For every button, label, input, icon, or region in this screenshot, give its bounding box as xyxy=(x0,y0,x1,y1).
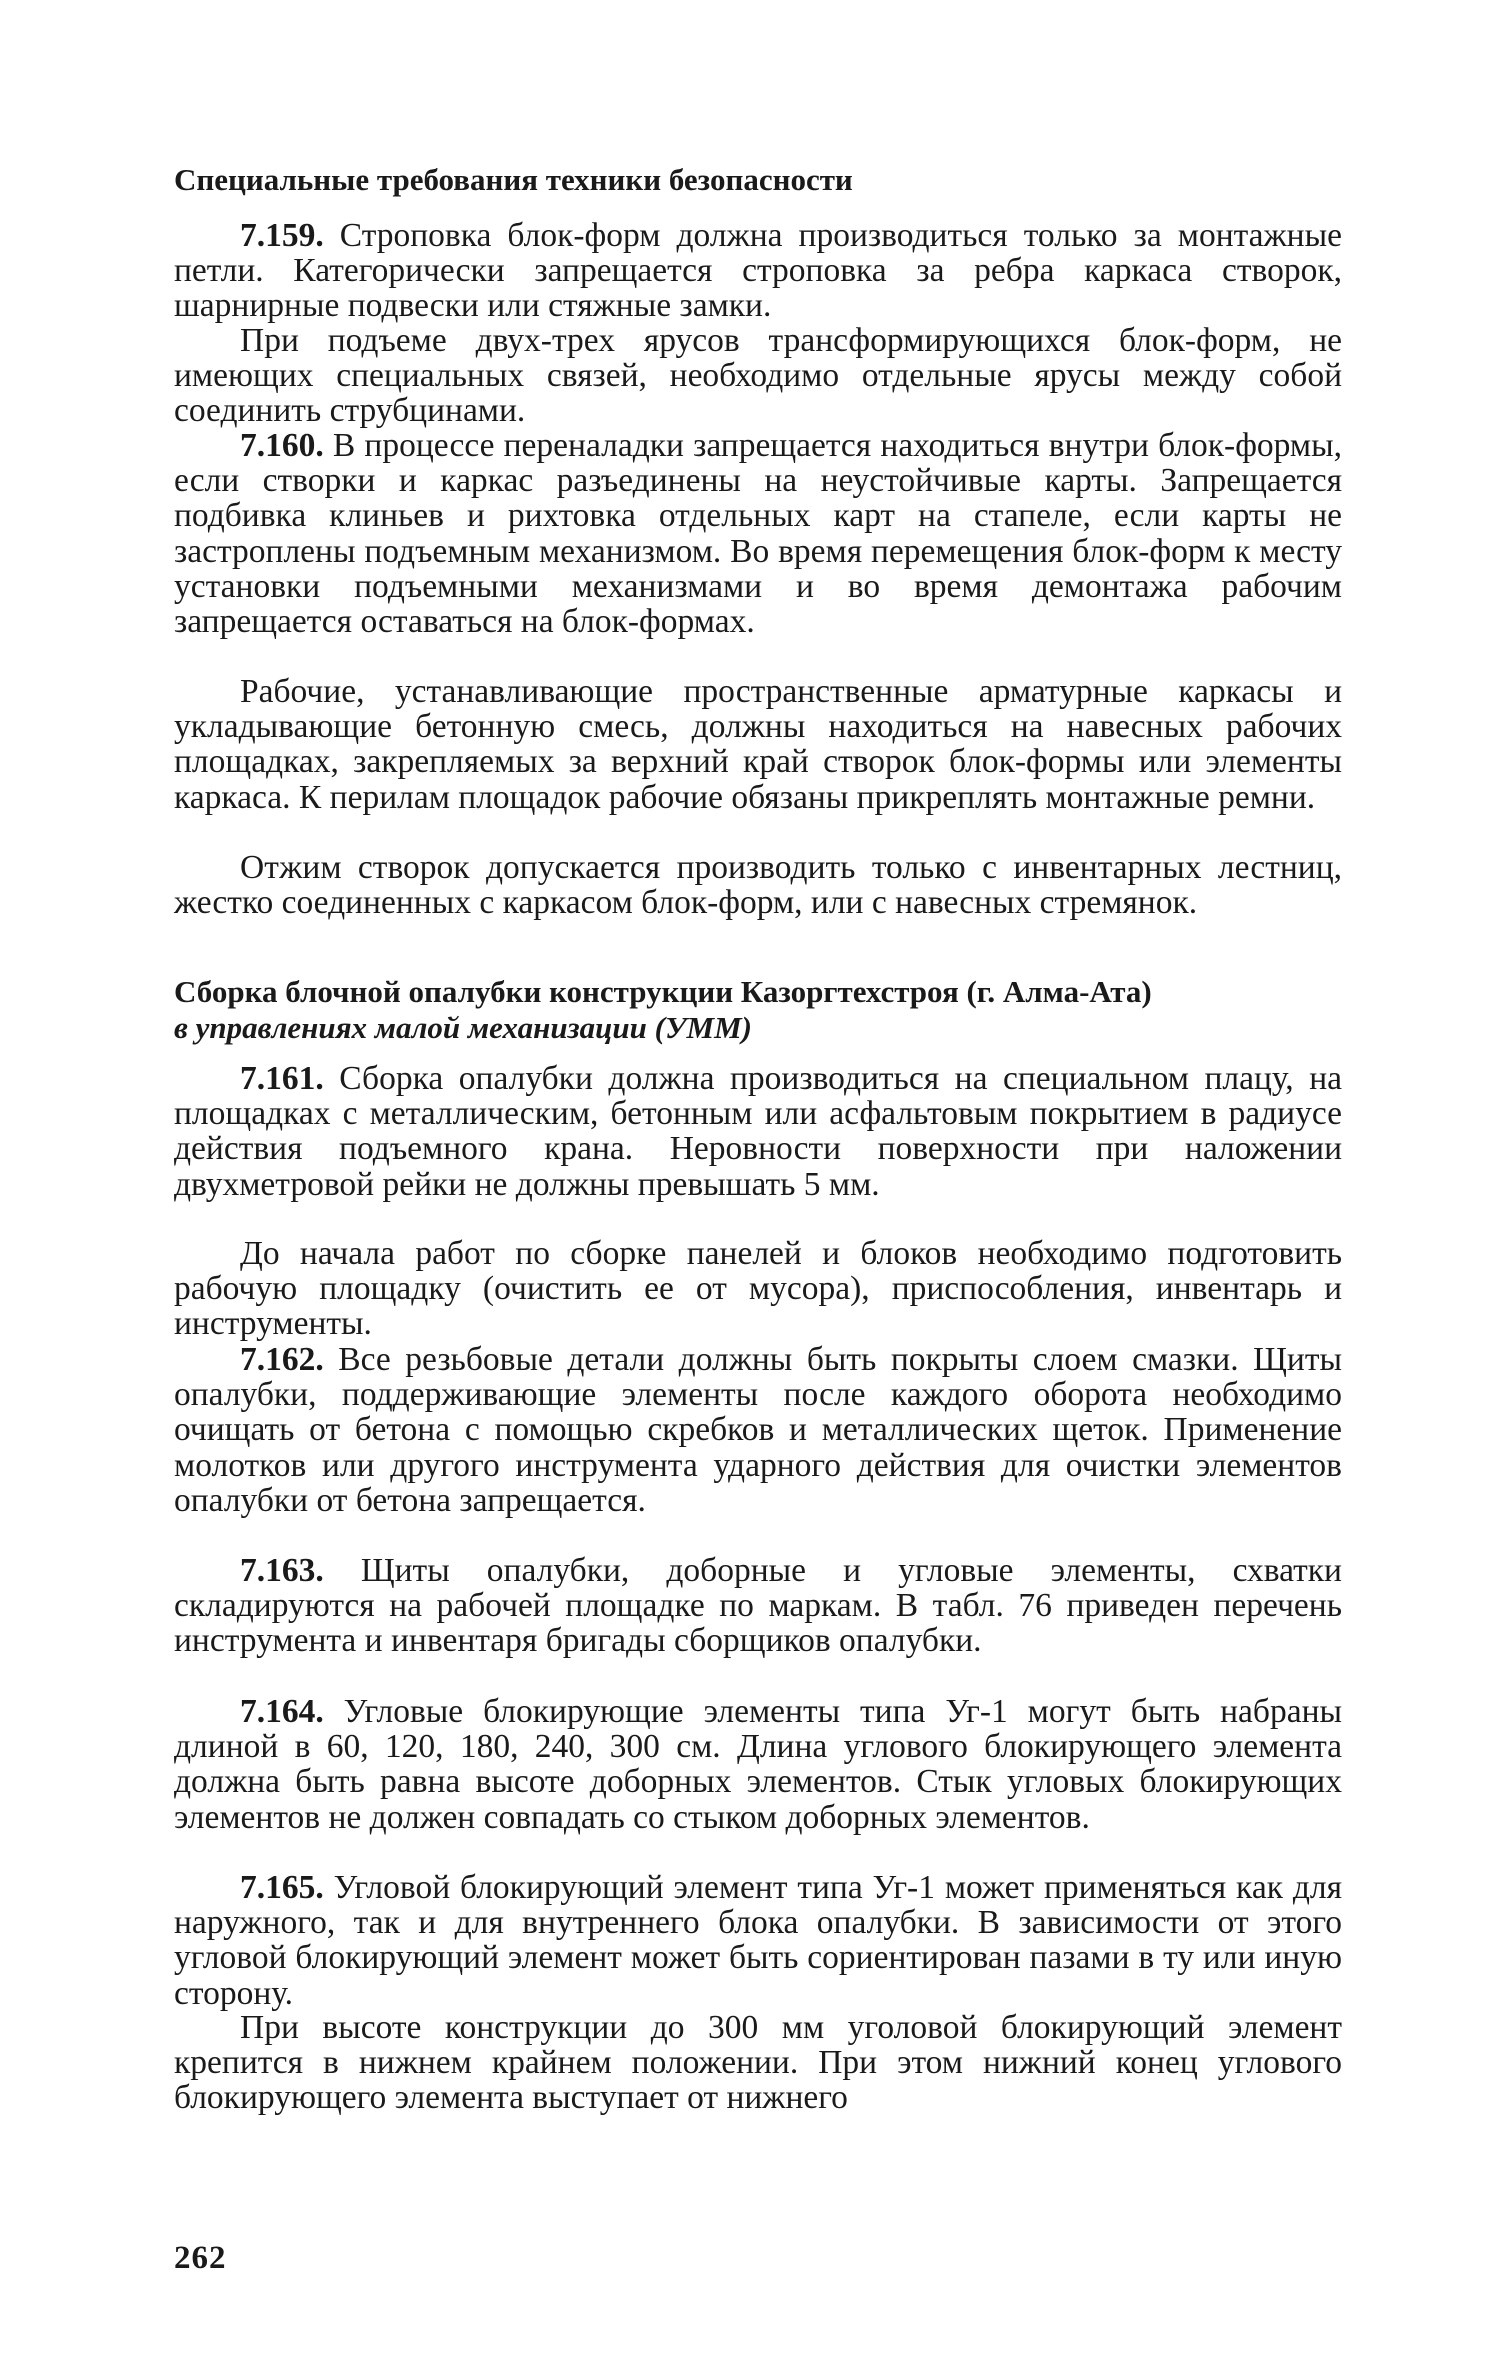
paragraph-number: 7.161. xyxy=(240,1060,324,1097)
paragraph-text: Все резьбовые детали должны быть покрыты слоем смазки. Щиты опалубки, поддерживающие элементы после каждого оборота необходимо очищать от бетона с помощью скребков и металлических щеток. Применение молотков или другого инструмента ударного действия для очистки элементов опалубки от бетона запрещается. xyxy=(174,1341,1342,1519)
paragraph-text: Сборка опалубки должна производиться на специальном плацу, на площадках с металлическим, бетонным или асфальтовым покрытием в радиусе действия подъемного крана. Неровности поверхности при наложении двухметровой рейки не должны превышать 5 мм. xyxy=(174,1060,1342,1203)
paragraph-number: 7.164. xyxy=(240,1693,324,1730)
paragraph-7-161 xyxy=(174,1061,1342,1202)
paragraph-number: 7.162. xyxy=(240,1341,324,1378)
paragraph-text: При подъеме двух-трех ярусов трансформирующихся блок-форм, не имеющих специальных связей, необходимо отдельные ярусы между собой соединить струбцинами. xyxy=(174,322,1342,430)
paragraph-text: В процессе переналадки запрещается находиться внутри блок-формы, если створки и каркас разъединены на неустойчивые карты. Запрещается подбивка клиньев и рихтовка отдельных карт на стапеле, если карты не застроплены подъемным механизмом. Во время перемещения блок-форм к месту установки подъемными механизмами и во время демонтажа рабочим запрещается оставаться на блок-формах. xyxy=(174,427,1342,641)
paragraph-number: 7.159. xyxy=(240,217,324,254)
paragraph-text: Щиты опалубки, доборные и угловые элементы, схватки складируются на рабочей площадке по маркам. В табл. 76 приведен перечень инструмента и инвентаря бригады сборщиков опалубки. xyxy=(174,1552,1342,1660)
paragraph-construction-height xyxy=(174,2010,1342,2116)
paragraph-7-159 xyxy=(174,218,1342,324)
paragraph-text: До начала работ по сборке панелей и блоков необходимо подготовить рабочую площадку (очистить ее от мусора), приспособления, инвентарь и инструменты. xyxy=(174,1235,1342,1343)
paragraph-text: Строповка блок-форм должна производиться только за монтажные петли. Категорически запрещается строповка за ребра каркаса створок, шарнирные подвески или стяжные замки. xyxy=(174,217,1342,325)
section-heading-safety: Специальные требования техники безопасности xyxy=(174,162,853,197)
paragraph-7-160 xyxy=(174,428,1342,639)
paragraph-text: Угловой блокирующий элемент типа Уг-1 может применяться как для наружного, так и для внутреннего блока опалубки. В зависимости от этого угловой блокирующий элемент может быть сориентирован пазами в ту или иную сторону. xyxy=(174,1869,1342,2012)
page-number: 262 xyxy=(174,2240,227,2276)
paragraph-7-162 xyxy=(174,1342,1342,1518)
paragraph-number: 7.165. xyxy=(240,1869,324,1906)
paragraph-7-164 xyxy=(174,1694,1342,1835)
paragraph-text: Рабочие, устанавливающие пространственные арматурные каркасы и укладывающие бетонную смесь, должны находиться на навесных рабочих площадках, закрепляемых за верхний край створок блок-формы или элементы каркаса. К перилам площадок рабочие обязаны прикреплять монтажные ремни. xyxy=(174,673,1342,816)
paragraph-lifting-tiers xyxy=(174,323,1342,429)
paragraph-number: 7.163. xyxy=(240,1552,324,1589)
paragraph-workers-platforms xyxy=(174,674,1342,815)
paragraph-7-163 xyxy=(174,1553,1342,1659)
paragraph-text: Отжим створок допускается производить только с инвентарных лестниц, жестко соединенных с каркасом блок-форм, или с навесных стремянок. xyxy=(174,849,1342,922)
section-heading-assembly xyxy=(174,974,1342,1046)
paragraph-number: 7.160. xyxy=(240,427,324,464)
paragraph-pressing-shutters xyxy=(174,850,1342,920)
section-heading-line-2: в управлениях малой механизации (УММ) xyxy=(174,1010,752,1045)
section-heading-line-1: Сборка блочной опалубки конструкции Казоргтехстроя (г. Алма-Ата) xyxy=(174,974,1152,1009)
paragraph-text: При высоте конструкции до 300 мм уголовой блокирующий элемент крепится в нижнем крайнем положении. При этом нижний конец углового блокирующего элемента выступает от нижнего xyxy=(174,2009,1342,2117)
document-page xyxy=(174,0,1342,2362)
paragraph-text: Угловые блокирующие элементы типа Уг-1 могут быть набраны длиной в 60, 120, 180, 240, 300 см. Длина углового блокирующего элемента должна быть равна высоте доборных элементов. Стык угловых блокирующих элементов не должен совпадать со стыком доборных элементов. xyxy=(174,1693,1342,1836)
paragraph-preparation xyxy=(174,1236,1342,1342)
paragraph-7-165 xyxy=(174,1870,1342,2011)
